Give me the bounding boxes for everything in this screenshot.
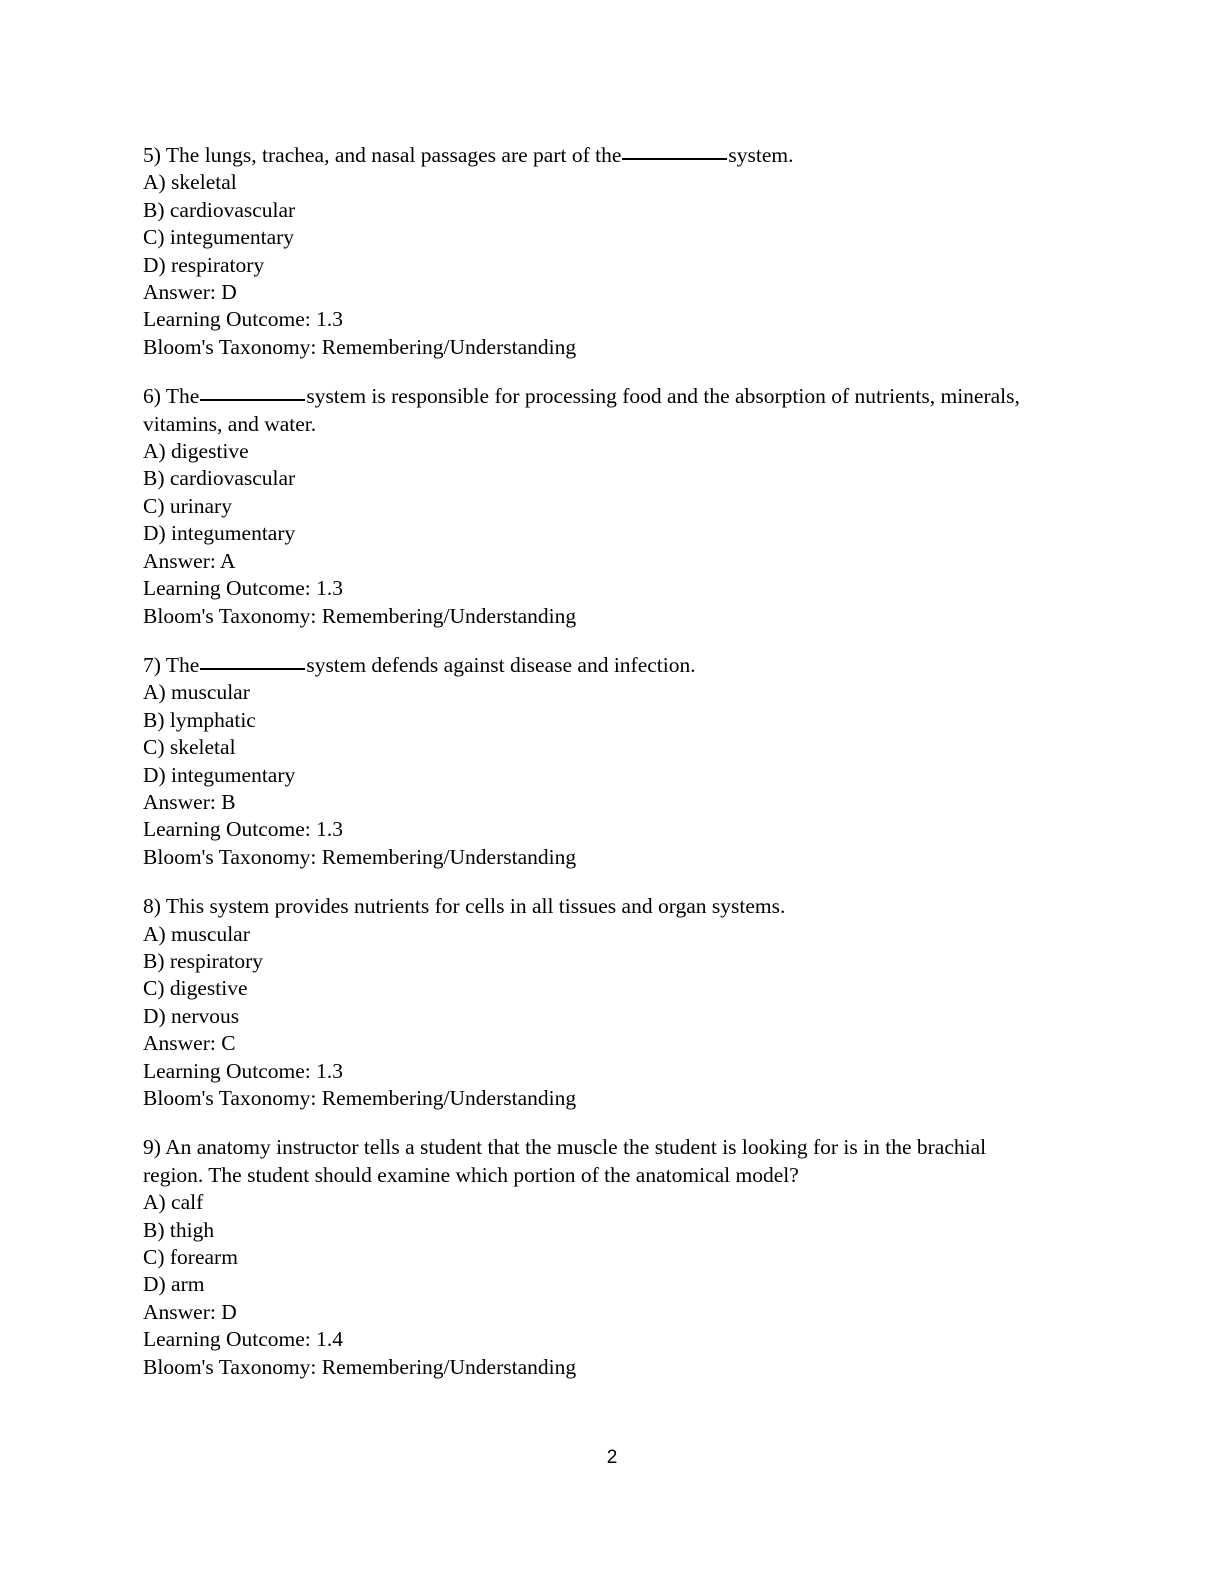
option-b: B) cardiovascular (143, 197, 296, 222)
question-stem (143, 142, 1043, 169)
blooms-taxonomy: Bloom's Taxonomy: Remembering/Understanding (143, 1086, 577, 1110)
learning-outcome: Learning Outcome: 1.3 (143, 817, 344, 842)
learning-outcome: Learning Outcome: 1.3 (143, 576, 344, 601)
option-b: B) thigh (143, 1217, 215, 1242)
question-6 (143, 383, 1043, 630)
stem-text-before: 5) The lungs, trachea, and nasal passages are part of the (143, 143, 622, 167)
answer: Answer: D (143, 280, 237, 305)
option-a: A) muscular (143, 921, 250, 946)
learning-outcome: Learning Outcome: 1.3 (143, 1058, 344, 1083)
page-number: 2 (606, 1447, 618, 1468)
option-a: A) digestive (143, 439, 249, 464)
fill-in-blank (200, 667, 305, 670)
option-b: B) cardiovascular (143, 466, 296, 491)
stem-text-after: system is responsible for processing food and the absorption of nutrients, minerals, vitamins, and water. (143, 384, 1020, 436)
option-a: A) muscular (143, 680, 250, 705)
fill-in-blank (622, 157, 727, 160)
option-d: D) respiratory (143, 252, 265, 277)
question-9 (143, 1134, 1043, 1381)
fill-in-blank (200, 398, 305, 401)
blooms-taxonomy: Bloom's Taxonomy: Remembering/Understanding (143, 844, 577, 869)
question-7 (143, 652, 1043, 871)
option-c: C) urinary (143, 493, 232, 518)
option-a: A) skeletal (143, 170, 237, 195)
stem-text-after: system. (728, 143, 794, 167)
option-c: C) digestive (143, 976, 248, 1001)
question-stem (143, 652, 1043, 679)
option-a: A) calf (143, 1190, 204, 1215)
answer: Answer: C (143, 1031, 236, 1056)
answer: Answer: B (143, 789, 236, 814)
option-c: C) forearm (143, 1245, 238, 1270)
blooms-taxonomy: Bloom's Taxonomy: Remembering/Understanding (143, 603, 577, 628)
stem-text-before: 7) The (143, 652, 200, 677)
blooms-taxonomy: Bloom's Taxonomy: Remembering/Understanding (143, 1354, 577, 1379)
question-5 (143, 142, 1043, 361)
option-d: D) nervous (143, 1003, 240, 1028)
option-d: D) arm (143, 1272, 205, 1297)
answer: Answer: D (143, 1299, 237, 1324)
question-list (143, 142, 1043, 1403)
question-stem (143, 383, 1043, 438)
blooms-taxonomy: Bloom's Taxonomy: Remembering/Understanding (143, 334, 577, 359)
learning-outcome: Learning Outcome: 1.4 (143, 1327, 344, 1352)
question-stem: 9) An anatomy instructor tells a student that the muscle the student is looking for is in the brachial region. The student should examine which portion of the anatomical model? (143, 1135, 987, 1187)
question-8 (143, 893, 1043, 1112)
stem-text-before: 6) The (143, 384, 200, 409)
option-d: D) integumentary (143, 521, 296, 546)
option-c: C) skeletal (143, 735, 236, 760)
option-d: D) integumentary (143, 762, 296, 787)
question-stem: 8) This system provides nutrients for cells in all tissues and organ systems. (143, 894, 786, 919)
option-b: B) lymphatic (143, 707, 256, 732)
learning-outcome: Learning Outcome: 1.3 (143, 307, 344, 332)
option-c: C) integumentary (143, 225, 295, 250)
stem-text-after: system defends against disease and infection. (306, 652, 696, 677)
answer: Answer: A (143, 548, 236, 573)
option-b: B) respiratory (143, 948, 264, 973)
